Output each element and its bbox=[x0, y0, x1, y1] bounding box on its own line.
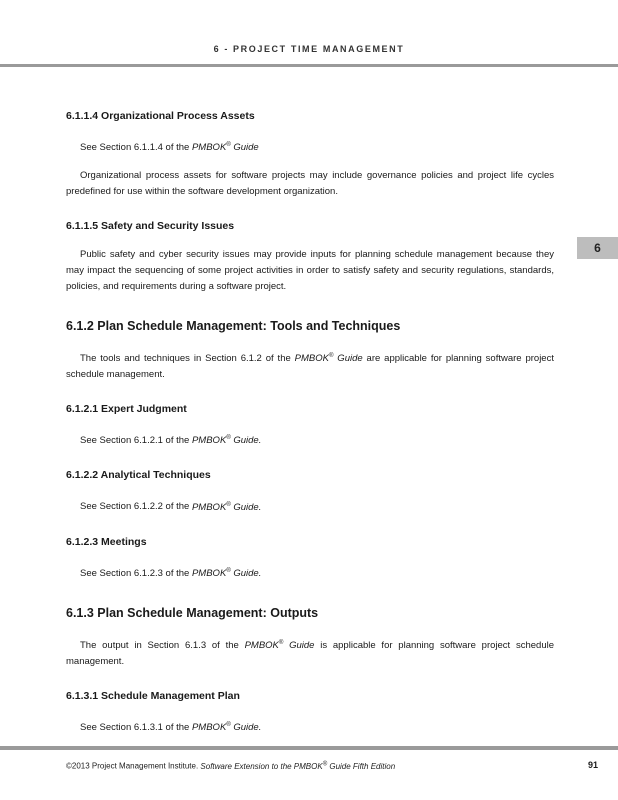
heading-6-1-2: 6.1.2 Plan Schedule Management: Tools and Techniques bbox=[66, 319, 401, 334]
header-divider bbox=[0, 64, 618, 67]
heading-6-1-3-1: 6.1.3.1 Schedule Management Plan bbox=[66, 689, 240, 702]
paragraph: See Section 6.1.2.1 of the PMBOK® Guide. bbox=[80, 435, 262, 447]
paragraph: Organizational process assets for software projects may include governance policies and project life cycles predefined for use within the software development organization. bbox=[66, 170, 554, 198]
heading-6-1-1-4: 6.1.1.4 Organizational Process Assets bbox=[66, 110, 255, 122]
paragraph: The tools and techniques in Section 6.1.2 of the PMBOK® Guide are applicable for planning software project schedule management. bbox=[66, 353, 554, 381]
heading-6-1-2-2: 6.1.2.2 Analytical Techniques bbox=[66, 469, 211, 482]
chapter-tab[interactable]: 6 bbox=[577, 237, 618, 259]
page-body bbox=[66, 110, 554, 748]
paragraph: Public safety and cyber security issues may provide inputs for planning schedule management because they may impact the sequencing of some project activities in order to satisfy safety and security regulations, standards, policies, and requirements during a software project. bbox=[66, 249, 554, 293]
running-header: 6 - PROJECT TIME MANAGEMENT bbox=[213, 44, 405, 54]
paragraph: See Section 6.1.1.4 of the PMBOK® Guide bbox=[80, 142, 259, 154]
paragraph: See Section 6.1.2.3 of the PMBOK® Guide. bbox=[80, 567, 262, 579]
heading-6-1-2-1: 6.1.2.1 Expert Judgment bbox=[66, 403, 187, 416]
paragraph: The output in Section 6.1.3 of the PMBOK® Guide is applicable for planning software project schedule management. bbox=[66, 639, 554, 667]
paragraph: See Section 6.1.2.2 of the PMBOK® Guide. bbox=[80, 501, 262, 513]
heading-6-1-1-5: 6.1.1.5 Safety and Security Issues bbox=[66, 220, 235, 233]
footer-divider bbox=[0, 746, 618, 750]
paragraph: See Section 6.1.3.1 of the PMBOK® Guide. bbox=[80, 721, 262, 734]
page-number: 91 bbox=[587, 760, 598, 770]
footer-copyright: ©2013 Project Management Institute. Software Extension to the PMBOK® Guide Fifth Edition bbox=[66, 761, 396, 771]
heading-6-1-2-3: 6.1.2.3 Meetings bbox=[66, 535, 147, 548]
heading-6-1-3: 6.1.3 Plan Schedule Management: Outputs bbox=[66, 605, 319, 620]
